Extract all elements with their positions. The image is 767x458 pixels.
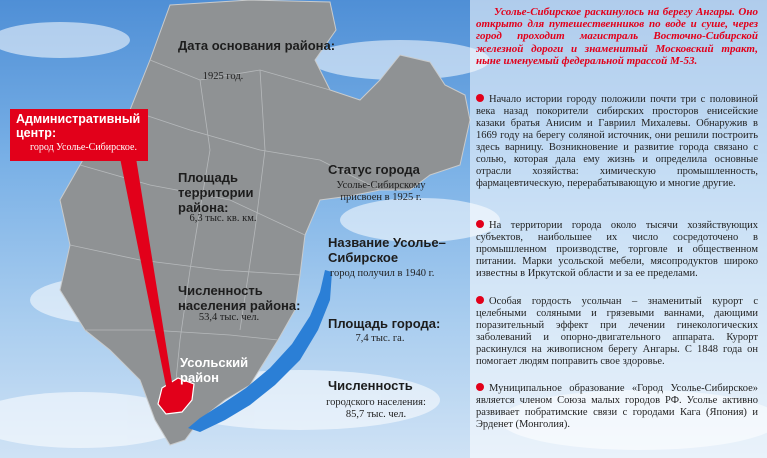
bullet-icon — [476, 94, 484, 102]
admin-center-label: Административный центр: — [16, 112, 141, 140]
intro-text: Усолье-Сибирское раскинулось на берегу Ангары. Оно открыто для путешественников по воде и суше, через город проходит магистраль Восточно-Сибирской железной дороги и знаменитый Московский тракт, ныне именуемый федеральной трассой М-53. — [476, 6, 758, 67]
city-status-label: Статус города — [328, 162, 420, 177]
area-region-value: 6,3 тыс. кв. км. — [189, 213, 257, 224]
founding-label: Дата основания района: — [178, 38, 336, 53]
bullet-icon — [476, 296, 484, 304]
paragraph-resort: Особая гордость усольчан – знаменитый курорт с целебными соляными и грязевыми ваннами, дающими поразительный эффект при лечении гинекологических заболеваний и опорно-двигательного аппарата. Курорт раскинулся на живописном берегу Ангары. С 1848 года он помогает людям поправить свое здоровье. — [476, 296, 758, 367]
city-area-label: Площадь города: — [328, 316, 441, 331]
bullet-icon — [476, 383, 484, 391]
paragraph-economy: На территории города около тысячи хозяйствующих субъектов, наибольшее их число сосредоточено в промышленном производстве, торговле и общественном питании. Марки усольской мебели, мясопродуктов широко известны в Иркутской области и за ее пределами. — [476, 220, 758, 279]
founding-value: 1925 год. — [202, 71, 244, 82]
admin-center-value: город Усолье-Сибирское. — [30, 142, 137, 153]
area-region-label: Площадь территории района: — [178, 170, 254, 215]
paragraph-history: Начало истории городу положили почти три с половиной века назад покорители сибирских просторов енисейские казаки братья Анисим и Гавриил Михалевы. Обнаружив в 1669 году на берегу соляной источник, они решили построить здесь варницу. Возникновение и развитие города связано с солью, которая дала ему жизнь и определила основные отрасли хозяйства: химическую промышленность, фармацевтическую, перерабатывающую и многие другие. — [476, 94, 758, 189]
city-status-value: Усолье-Сибирскому присвоен в 1925 г. — [336, 180, 426, 203]
city-name-label: Название Усолье–Сибирское — [328, 235, 446, 265]
city-area-value: 7,4 тыс. га. — [355, 333, 405, 344]
population-region-label: Численность населения района: — [178, 283, 301, 313]
bullet-icon — [476, 220, 484, 228]
population-region-value: 53,4 тыс. чел. — [198, 312, 260, 323]
paragraph-membership: Муниципальное образование «Город Усолье-Сибирское» является членом Союза малых городов РФ. Усолье активно развивает побратимские связи с городами Кага (Япония) и Эрденет (Монголия). — [476, 383, 758, 430]
city-name-value: город получил в 1940 г. — [330, 268, 435, 279]
city-population-value: городского населения: 85,7 тыс. чел. — [326, 397, 426, 420]
city-population-label: Численность — [328, 378, 413, 393]
admin-center-box — [10, 109, 148, 161]
usolsky-district-label: Усольский район — [180, 355, 249, 385]
